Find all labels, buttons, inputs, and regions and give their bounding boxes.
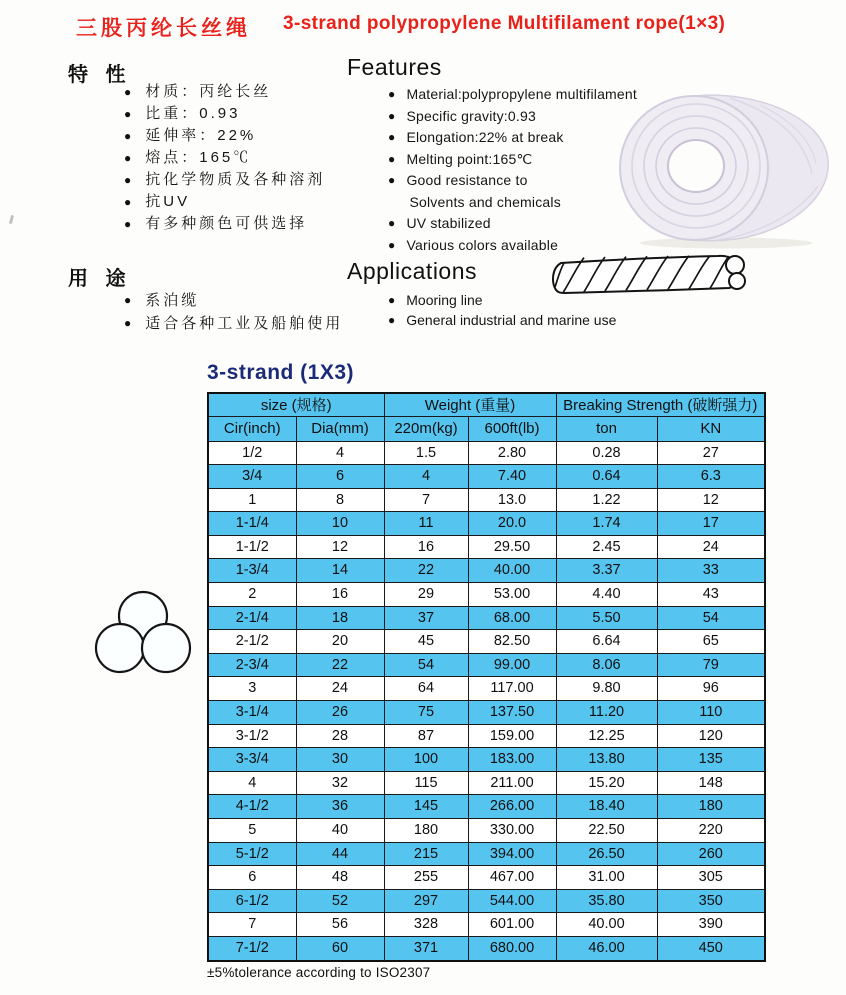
column-header-dia-mm: Dia(mm) — [296, 416, 384, 441]
bullet-icon: ● — [388, 173, 396, 187]
table-cell: 20 — [296, 630, 384, 654]
rope-coil-image — [608, 88, 836, 252]
table-row — [208, 771, 765, 795]
bullet-icon: ● — [124, 195, 135, 209]
list-item — [124, 213, 325, 235]
table-cell: 64 — [384, 677, 468, 701]
list-item-label: 抗UV — [145, 193, 191, 210]
table-cell: 159.00 — [468, 724, 556, 748]
list-item-label: 有多种颜色可供选择 — [145, 215, 308, 232]
applications-heading-english: Applications — [347, 258, 478, 284]
table-cell: 394.00 — [468, 842, 556, 866]
list-item-label: Melting point:165℃ — [406, 150, 533, 167]
table-cell: 183.00 — [468, 748, 556, 772]
table-cell: 13.80 — [556, 748, 657, 772]
list-item-label: Material:polypropylene multifilament — [406, 86, 637, 102]
table-cell: 450 — [657, 936, 765, 960]
list-item-label: Elongation:22% at break — [406, 129, 564, 145]
table-cell: 1 — [208, 488, 296, 512]
group-header-weight: Weight (重量) — [384, 393, 556, 416]
spec-table-body — [208, 441, 765, 961]
table-group-header-row — [208, 393, 765, 416]
table-cell: 2.80 — [468, 441, 556, 465]
bullet-icon: ● — [388, 216, 396, 230]
table-row — [208, 559, 765, 583]
bullet-icon: ● — [124, 316, 135, 330]
table-cell: 40.00 — [556, 913, 657, 937]
list-item — [388, 84, 637, 106]
table-row — [208, 866, 765, 890]
table-cell: 135 — [657, 748, 765, 772]
list-item-label: Various colors available — [406, 236, 559, 253]
table-cell: 9.80 — [556, 677, 657, 701]
table-cell: 350 — [657, 889, 765, 913]
column-header-ton: ton — [556, 416, 657, 441]
table-cell: 40 — [296, 819, 384, 843]
table-cell: 4.40 — [556, 583, 657, 607]
bullet-icon: ● — [388, 313, 396, 327]
table-cell: 3-1/4 — [208, 701, 296, 725]
table-cell: 6-1/2 — [208, 889, 296, 913]
table-row — [208, 630, 765, 654]
table-cell: 3-1/2 — [208, 724, 296, 748]
list-item-label: 材质：丙纶长丝 — [145, 83, 272, 100]
table-cell: 18 — [296, 606, 384, 630]
table-cell: 330.00 — [468, 819, 556, 843]
table-cell: 1-1/4 — [208, 512, 296, 536]
table-row — [208, 701, 765, 725]
table-cell: 22 — [384, 559, 468, 583]
table-cell: 1.22 — [556, 488, 657, 512]
list-item-label: Mooring line — [406, 292, 483, 308]
table-cell: 100 — [384, 748, 468, 772]
table-row — [208, 606, 765, 630]
table-cell: 467.00 — [468, 866, 556, 890]
list-item — [388, 213, 637, 235]
list-item — [124, 312, 343, 335]
table-cell: 12.25 — [556, 724, 657, 748]
table-cell: 24 — [657, 535, 765, 559]
list-item-label: Good resistance to Solvents and chemicals — [406, 170, 560, 213]
table-column-header-row — [208, 416, 765, 441]
table-cell: 65 — [657, 630, 765, 654]
table-cell: 120 — [657, 724, 765, 748]
bullet-icon: ● — [124, 217, 135, 231]
column-header-cir-inch: Cir(inch) — [208, 416, 296, 441]
table-cell: 180 — [384, 819, 468, 843]
table-cell: 26.50 — [556, 842, 657, 866]
features-heading-chinese: 特 性 — [68, 64, 132, 86]
table-cell: 75 — [384, 701, 468, 725]
table-cell: 46.00 — [556, 936, 657, 960]
table-title: 3-strand (1X3) — [207, 361, 355, 384]
table-cell: 1/2 — [208, 441, 296, 465]
list-item — [124, 147, 325, 169]
table-cell: 26 — [296, 701, 384, 725]
list-item-label: 系泊缆 — [145, 292, 200, 309]
table-cell: 99.00 — [468, 653, 556, 677]
table-cell: 7 — [384, 488, 468, 512]
table-cell: 8.06 — [556, 653, 657, 677]
table-cell: 2 — [208, 583, 296, 607]
table-cell: 2-3/4 — [208, 653, 296, 677]
column-header-220m-kg: 220m(kg) — [384, 416, 468, 441]
table-row — [208, 819, 765, 843]
bullet-icon: ● — [388, 130, 396, 144]
table-cell: 22 — [296, 653, 384, 677]
table-cell: 3-3/4 — [208, 748, 296, 772]
table-cell: 68.00 — [468, 606, 556, 630]
table-cell: 6 — [208, 866, 296, 890]
table-cell: 117.00 — [468, 677, 556, 701]
bullet-icon: ● — [124, 151, 135, 165]
table-cell: 30 — [296, 748, 384, 772]
applications-list-chinese — [124, 289, 343, 335]
table-row — [208, 677, 765, 701]
table-cell: 35.80 — [556, 889, 657, 913]
bullet-icon: ● — [124, 129, 135, 143]
table-cell: 44 — [296, 842, 384, 866]
rope-twist-illustration — [546, 250, 760, 300]
table-cell: 17 — [657, 512, 765, 536]
table-row — [208, 748, 765, 772]
table-cell: 3/4 — [208, 465, 296, 489]
table-cell: 33 — [657, 559, 765, 583]
table-cell: 43 — [657, 583, 765, 607]
table-cell: 5 — [208, 819, 296, 843]
table-cell: 1-3/4 — [208, 559, 296, 583]
bullet-icon: ● — [388, 151, 396, 166]
list-item — [124, 125, 325, 147]
table-cell: 2-1/4 — [208, 606, 296, 630]
list-item — [388, 170, 637, 213]
table-cell: 20.0 — [468, 512, 556, 536]
table-cell: 115 — [384, 771, 468, 795]
table-cell: 0.28 — [556, 441, 657, 465]
table-cell: 31.00 — [556, 866, 657, 890]
bullet-icon: ● — [124, 293, 135, 307]
table-cell: 260 — [657, 842, 765, 866]
list-item — [124, 169, 325, 191]
table-cell: 5-1/2 — [208, 842, 296, 866]
table-cell: 1.5 — [384, 441, 468, 465]
group-header-breaking-strength: Breaking Strength (破断强力) — [556, 393, 765, 416]
features-list-english — [388, 84, 637, 256]
table-cell: 4 — [208, 771, 296, 795]
bullet-icon: ● — [388, 87, 396, 101]
table-row — [208, 795, 765, 819]
table-cell: 180 — [657, 795, 765, 819]
table-cell: 48 — [296, 866, 384, 890]
features-list-chinese — [124, 81, 325, 235]
list-item — [124, 103, 325, 125]
table-cell: 328 — [384, 913, 468, 937]
table-cell: 4 — [296, 441, 384, 465]
rope-cross-section-diagram — [93, 588, 193, 678]
table-cell: 4 — [384, 465, 468, 489]
table-cell: 305 — [657, 866, 765, 890]
page-title-chinese: 三股丙纶长丝绳 — [76, 17, 251, 40]
table-cell: 544.00 — [468, 889, 556, 913]
table-row — [208, 889, 765, 913]
table-cell: 12 — [296, 535, 384, 559]
bullet-icon: ● — [388, 108, 396, 123]
table-cell: 15.20 — [556, 771, 657, 795]
table-cell: 13.0 — [468, 488, 556, 512]
table-row — [208, 913, 765, 937]
list-item — [388, 310, 616, 330]
column-header-kn: KN — [657, 416, 765, 441]
table-cell: 145 — [384, 795, 468, 819]
table-cell: 53.00 — [468, 583, 556, 607]
table-cell: 6 — [296, 465, 384, 489]
table-cell: 297 — [384, 889, 468, 913]
table-cell: 11.20 — [556, 701, 657, 725]
table-cell: 211.00 — [468, 771, 556, 795]
table-cell: 10 — [296, 512, 384, 536]
list-item — [124, 289, 343, 312]
list-item — [124, 81, 325, 103]
bullet-icon: ● — [388, 237, 396, 252]
spec-table-block — [207, 361, 764, 980]
table-cell: 12 — [657, 488, 765, 512]
table-cell: 29 — [384, 583, 468, 607]
table-cell: 45 — [384, 630, 468, 654]
list-item-label: 比重：0.93 — [145, 105, 241, 122]
table-cell: 1-1/2 — [208, 535, 296, 559]
table-cell: 16 — [384, 535, 468, 559]
table-cell: 7 — [208, 913, 296, 937]
table-row — [208, 653, 765, 677]
table-cell: 680.00 — [468, 936, 556, 960]
table-cell: 52 — [296, 889, 384, 913]
table-row — [208, 488, 765, 512]
table-cell: 215 — [384, 842, 468, 866]
table-row — [208, 535, 765, 559]
list-item-label: UV stabilized — [406, 215, 491, 231]
table-cell: 24 — [296, 677, 384, 701]
table-cell: 87 — [384, 724, 468, 748]
table-cell: 4-1/2 — [208, 795, 296, 819]
column-header-600ft-lb: 600ft(lb) — [468, 416, 556, 441]
table-cell: 37 — [384, 606, 468, 630]
tolerance-footnote: ±5%tolerance according to ISO2307 — [207, 964, 431, 980]
table-cell: 1.74 — [556, 512, 657, 536]
table-cell: 22.50 — [556, 819, 657, 843]
bullet-icon: ● — [388, 293, 396, 307]
table-cell: 54 — [657, 606, 765, 630]
table-cell: 255 — [384, 866, 468, 890]
table-cell: 60 — [296, 936, 384, 960]
table-cell: 0.64 — [556, 465, 657, 489]
table-cell: 3.37 — [556, 559, 657, 583]
table-cell: 3 — [208, 677, 296, 701]
table-cell: 6.3 — [657, 465, 765, 489]
list-item-label: 抗化学物质及各种溶剂 — [145, 171, 326, 188]
table-cell: 11 — [384, 512, 468, 536]
table-row — [208, 842, 765, 866]
table-cell: 6.64 — [556, 630, 657, 654]
list-item — [388, 106, 637, 128]
table-cell: 220 — [657, 819, 765, 843]
bullet-icon: ● — [124, 85, 135, 99]
table-cell: 27 — [657, 441, 765, 465]
table-cell: 14 — [296, 559, 384, 583]
table-cell: 8 — [296, 488, 384, 512]
list-item — [388, 149, 637, 171]
table-cell: 36 — [296, 795, 384, 819]
table-cell: 5.50 — [556, 606, 657, 630]
table-cell: 7.40 — [468, 465, 556, 489]
table-cell: 2-1/2 — [208, 630, 296, 654]
table-row — [208, 441, 765, 465]
spec-table — [207, 392, 766, 962]
table-cell: 371 — [384, 936, 468, 960]
applications-heading-chinese: 用 途 — [68, 268, 132, 290]
list-item-label: General industrial and marine use — [406, 312, 617, 328]
table-cell: 79 — [657, 653, 765, 677]
table-cell: 18.40 — [556, 795, 657, 819]
bullet-icon: ● — [124, 107, 135, 121]
list-item-label: Specific gravity:0.93 — [406, 107, 536, 124]
table-cell: 82.50 — [468, 630, 556, 654]
table-cell: 29.50 — [468, 535, 556, 559]
table-cell: 96 — [657, 677, 765, 701]
list-item-label: 延伸率：22% — [145, 127, 257, 144]
scan-artifact — [9, 215, 14, 224]
table-cell: 601.00 — [468, 913, 556, 937]
page-title-english: 3-strand polypropylene Multifilament rope(1×3) — [283, 13, 726, 34]
table-row — [208, 936, 765, 960]
table-cell: 32 — [296, 771, 384, 795]
list-item-label: 适合各种工业及船舶使用 — [145, 315, 344, 332]
table-row — [208, 583, 765, 607]
features-heading-english: Features — [347, 54, 442, 80]
table-cell: 390 — [657, 913, 765, 937]
table-cell: 28 — [296, 724, 384, 748]
table-cell: 54 — [384, 653, 468, 677]
table-row — [208, 512, 765, 536]
table-row — [208, 465, 765, 489]
list-item-label: 熔点：165℃ — [145, 149, 252, 166]
group-header-size: size (规格) — [208, 393, 384, 416]
table-cell: 40.00 — [468, 559, 556, 583]
table-cell: 110 — [657, 701, 765, 725]
list-item — [124, 191, 325, 213]
table-cell: 56 — [296, 913, 384, 937]
table-row — [208, 724, 765, 748]
bullet-icon: ● — [124, 173, 135, 187]
table-cell: 148 — [657, 771, 765, 795]
table-cell: 137.50 — [468, 701, 556, 725]
list-item-continuation: Solvents and chemicals — [409, 193, 561, 210]
table-cell: 16 — [296, 583, 384, 607]
table-cell: 2.45 — [556, 535, 657, 559]
table-cell: 7-1/2 — [208, 936, 296, 960]
table-cell: 266.00 — [468, 795, 556, 819]
list-item — [388, 127, 637, 149]
